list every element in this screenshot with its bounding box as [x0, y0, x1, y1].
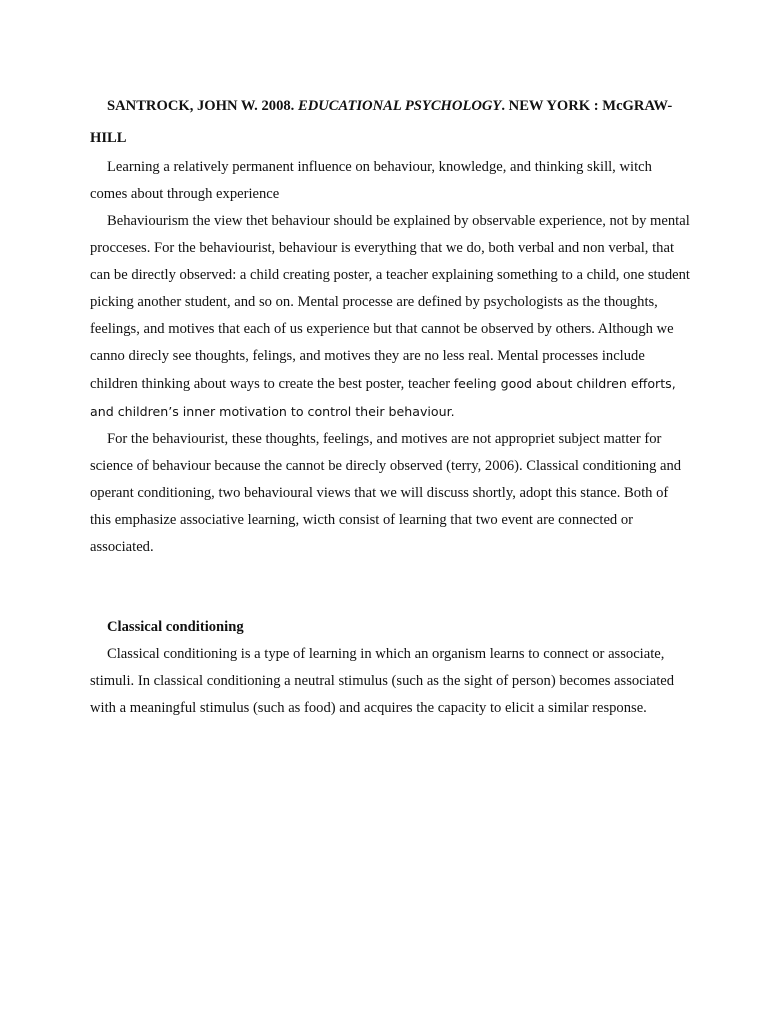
behaviourist-view-paragraph: For the behaviourist, these thoughts, feelings, and motives are not appropriet subject matter for science of behaviour because the cannot be direcly observed (terry, 2006). Classical conditioning and operant conditioning, two behavioural views that we will discuss shortly, adopt this stance. Both of this emphasize associative learning, wicth consist of learning that two event are connected or associated.	[90, 431, 682, 555]
behaviourism-paragraph-tail: feeling good about children efforts, and children’s inner motivation to control their behaviour.	[90, 376, 676, 419]
behaviourism-paragraph	[90, 208, 690, 426]
classical-conditioning-paragraph: Classical conditioning is a type of learning in which an organism learns to connect or associate, stimuli. In classical conditioning a neutral stimulus (such as the sight of person) becomes associated with a meaningful stimulus (such as food) and acquires the capacity to elicit a similar response.	[90, 646, 675, 716]
behaviourism-paragraph-main: Behaviourism the view thet behaviour should be explained by observable experience, not by mental procceses. For the behaviourist, behaviour is everything that we do, both verbal and non verbal, that can be directly observed: a child creating poster, a teacher explaining something to a child, one student picking another student, and so on. Mental processe are defined by psychologists as the thoughts, feelings, and motives that each of us experience but that cannot be observed by others. Although we canno direcly see thoughts, felings, and motives they are no less real. Mental processes include children thinking about ways to create the best poster, teacher	[90, 213, 690, 392]
learning-definition-paragraph: Learning a relatively permanent influence on behaviour, knowledge, and thinking skill, witch comes about through experience	[90, 159, 652, 202]
section-heading: Classical conditioning	[107, 619, 244, 635]
citation-book-title: EDUCATIONAL PSYCHOLOGY	[297, 98, 502, 114]
citation-publisher: . NEW YORK : McGRAW-HILL	[90, 98, 673, 146]
citation-author-year: SANTROCK, JOHN W. 2008.	[107, 98, 298, 114]
citation	[90, 90, 690, 154]
document-page	[90, 90, 690, 722]
